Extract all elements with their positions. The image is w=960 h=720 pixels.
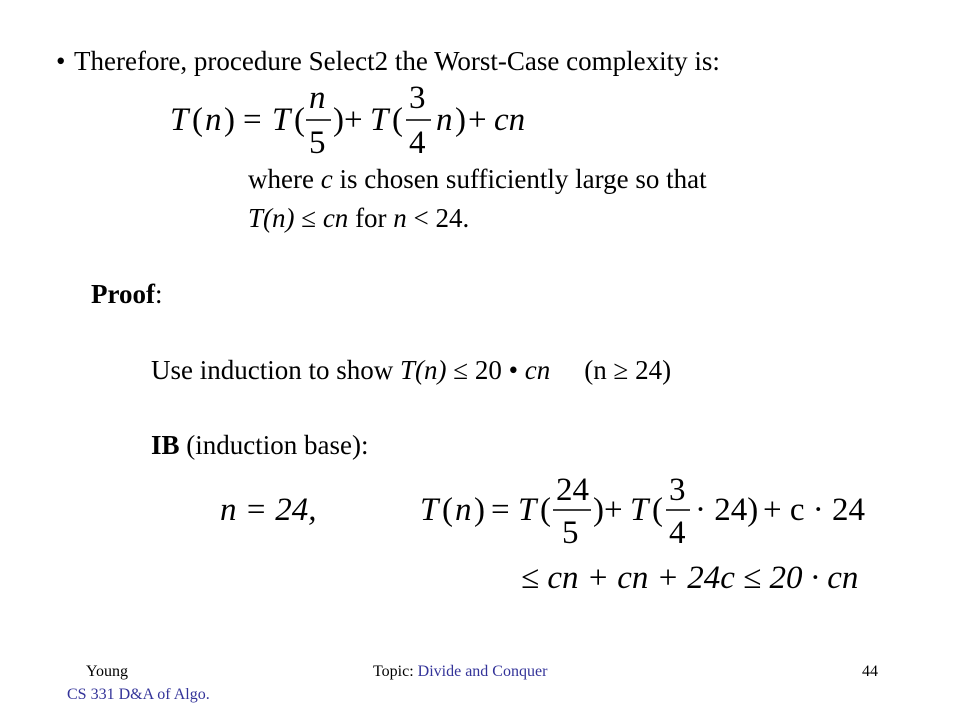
footer-topic-label: Topic:: [373, 663, 418, 680]
induction-lhs: T(n): [400, 355, 447, 385]
proof-colon: :: [154, 279, 163, 309]
eq1-frac1-den: 5: [309, 125, 326, 161]
eq1-cn: cn: [494, 102, 526, 138]
induction-pre: Use induction to show: [151, 355, 400, 385]
eq2-T2: T: [518, 492, 537, 528]
bullet-dot: •: [56, 46, 66, 76]
footer-course: CS 331 D&A of Algo.: [67, 686, 210, 703]
eq2-lp2: (: [540, 492, 551, 528]
eq1-lp2: (: [294, 102, 305, 138]
eq2-frac2-den: 4: [669, 515, 686, 551]
where2-rhs: cn: [322, 203, 349, 233]
footer-topic-value: Divide and Conquer: [417, 663, 548, 680]
eq1-n: n: [205, 102, 222, 138]
eq1-T2: T: [272, 102, 291, 138]
where2-lhs: T(n): [248, 203, 295, 233]
footer-topic: [373, 663, 547, 681]
where2-mid: for: [348, 203, 394, 233]
eq2-n: n: [455, 492, 472, 528]
eq2-lhs: n = 24,: [220, 492, 317, 528]
induction-condition: (n ≥ 24): [584, 355, 672, 385]
induction-rel: ≤ 20 •: [446, 355, 525, 385]
eq1-n2: n: [436, 102, 453, 138]
induction-rhs: cn: [524, 355, 551, 385]
eq2-frac1-num: 24: [556, 472, 589, 508]
eq2-T3: T: [630, 492, 649, 528]
footer-page-number: 44: [862, 663, 878, 680]
eq1-frac2-den: 4: [409, 125, 426, 161]
eq1-lp: (: [192, 102, 203, 138]
eq2-lp3: (: [652, 492, 663, 528]
eq2-T: T: [420, 492, 439, 528]
eq2-lp: (: [442, 492, 453, 528]
where-var-c: c: [320, 164, 333, 194]
eq3-text: ≤ cn + cn + 24c ≤ 20 · cn: [521, 560, 859, 596]
eq1-rp2: ): [333, 102, 344, 138]
eq1-eq: =: [243, 102, 262, 138]
where2-post: < 24.: [406, 203, 470, 233]
eq1-frac2-num: 3: [409, 80, 426, 116]
where-post: is chosen sufficiently large so that: [332, 164, 707, 194]
where-pre: where: [248, 164, 321, 194]
equation-recurrence: [170, 80, 525, 161]
eq2-rp: ): [474, 492, 485, 528]
eq1-T: T: [170, 102, 189, 138]
eq2-frac1-den: 5: [562, 515, 579, 551]
equation-base-case: [220, 472, 865, 551]
eq2-frac2-num: 3: [669, 472, 686, 508]
where2-var: n: [393, 203, 407, 233]
footer-author: Young: [86, 663, 128, 680]
ib-post: (induction base):: [179, 430, 369, 460]
eq1-lp3: (: [392, 102, 403, 138]
eq1-rp: ): [224, 102, 235, 138]
bullet-text: Therefore, procedure Select2 the Worst-Case complexity is:: [74, 46, 720, 76]
eq2-plus: +: [604, 492, 623, 528]
equation-bound: [521, 560, 858, 596]
eq2-tail2: + c · 24: [763, 492, 865, 528]
eq1-plus2: +: [468, 102, 487, 138]
proof-label: Proof: [91, 279, 155, 309]
ib-label: IB: [151, 430, 180, 460]
eq1-plus: +: [344, 102, 363, 138]
eq2-eq: =: [491, 492, 510, 528]
eq1-rp3: ): [455, 102, 466, 138]
eq2-rp2: ): [593, 492, 604, 528]
eq1-T3: T: [370, 102, 389, 138]
eq2-tail1: · 24): [695, 492, 759, 528]
eq1-frac1-num: n: [309, 80, 326, 116]
where2-rel: ≤: [294, 203, 323, 233]
